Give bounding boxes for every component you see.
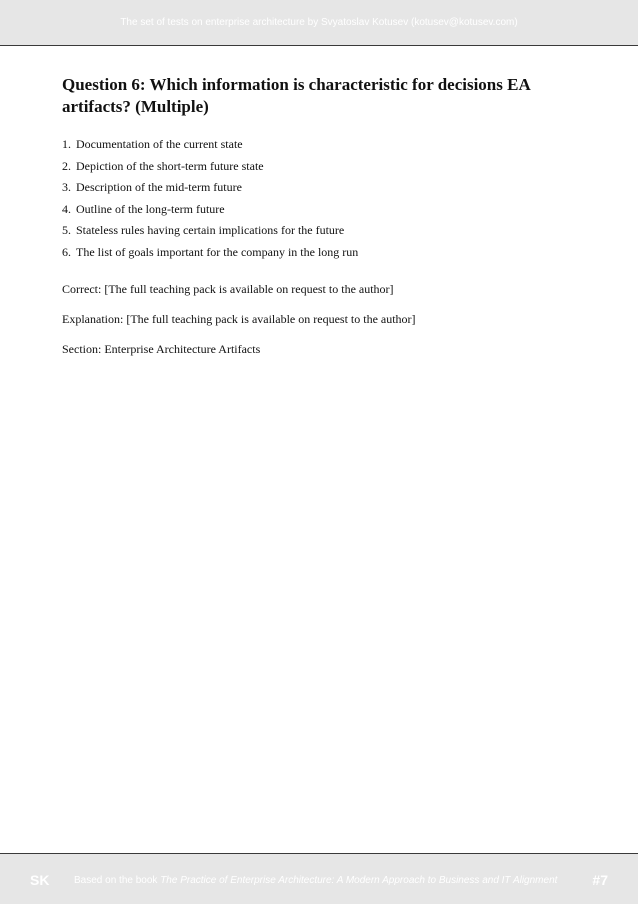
section-label: Section: Enterprise Architecture Artifacts bbox=[62, 342, 261, 356]
option-number: 4. bbox=[62, 201, 71, 216]
options-list bbox=[62, 134, 582, 263]
option-item bbox=[62, 220, 582, 242]
footer-prefix: Based on the book bbox=[74, 875, 161, 886]
option-item bbox=[62, 199, 582, 221]
option-text: Documentation of the current state bbox=[76, 137, 243, 151]
option-number: 6. bbox=[62, 244, 71, 259]
page-footer bbox=[0, 853, 638, 904]
question-block bbox=[62, 74, 582, 356]
option-number: 2. bbox=[62, 158, 71, 173]
option-text: Stateless rules having certain implications for the future bbox=[76, 223, 345, 237]
option-text: Description of the mid-term future bbox=[76, 180, 242, 194]
option-item bbox=[62, 242, 582, 264]
header-text: The set of tests on enterprise architecture by Svyatoslav Kotusev (kotusev@kotusev.com) bbox=[120, 17, 518, 28]
page-header bbox=[0, 0, 638, 46]
author-logo: SK bbox=[30, 872, 50, 888]
explanation: Explanation: [The full teaching pack is available on request to the author] bbox=[62, 312, 416, 326]
option-item bbox=[62, 134, 582, 156]
book-title: The Practice of Enterprise Architecture: A Modern Approach to Business and IT Alignment bbox=[160, 875, 558, 886]
option-text: Depiction of the short-term future state bbox=[76, 158, 264, 173]
option-item bbox=[62, 156, 582, 178]
option-number: 5. bbox=[62, 223, 71, 237]
option-number: 3. bbox=[62, 180, 71, 194]
option-text: The list of goals important for the company in the long run bbox=[76, 244, 359, 259]
option-item bbox=[62, 177, 582, 199]
footer-attribution bbox=[74, 875, 557, 886]
question-title: Question 6: Which information is characteristic for decisions EA artifacts? (Multiple) bbox=[62, 75, 530, 116]
page-number: #7 bbox=[592, 872, 608, 888]
correct-answer: Correct: [The full teaching pack is available on request to the author] bbox=[62, 282, 394, 296]
option-text: Outline of the long-term future bbox=[76, 201, 225, 216]
option-number: 1. bbox=[62, 137, 71, 151]
